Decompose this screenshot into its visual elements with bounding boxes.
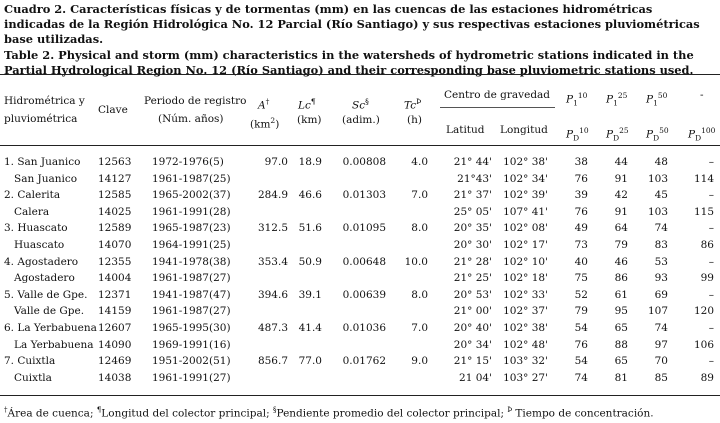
cell-periodo: 1961-1991(28) — [152, 205, 231, 218]
cell-p25: 46 — [614, 255, 628, 268]
bottom-rule — [0, 395, 720, 396]
cell-p10: 40 — [574, 255, 588, 268]
cell-periodo: 1972-1976(5) — [152, 156, 224, 168]
cell-lon: 102° 39' — [503, 189, 548, 202]
cell-lon: 103° 32' — [503, 355, 548, 368]
cell-p100: – — [708, 156, 714, 168]
cell-lon: 103° 27' — [503, 371, 548, 384]
header-longitud: Longitud — [500, 124, 548, 136]
cell-name: Huascato — [14, 239, 65, 251]
cell-p50: 107 — [647, 305, 668, 318]
centro-rule — [440, 107, 555, 108]
cell-p100: 106 — [693, 338, 714, 351]
cell-clave: 12469 — [98, 355, 132, 368]
cell-p100: 89 — [700, 371, 714, 384]
cell-lon: 102° 37' — [503, 305, 548, 318]
cell-p10: 75 — [574, 272, 588, 285]
cell-lon: 102° 48' — [503, 338, 548, 351]
cell-p50: 85 — [654, 371, 668, 384]
cell-periodo: 1965-1987(23) — [152, 222, 231, 235]
cell-p10: 54 — [574, 322, 588, 334]
cell-lon: 102° 08' — [503, 222, 548, 235]
cell-p10: 74 — [574, 371, 588, 384]
cell-periodo: 1969-1991(16) — [152, 338, 231, 351]
cell-tc: 10.0 — [404, 255, 428, 268]
cell-name: 4. Agostadero — [4, 255, 79, 268]
cell-name: Calera — [14, 205, 50, 218]
cell-area: 394.6 — [257, 288, 288, 301]
cell-clave: 12585 — [98, 189, 132, 202]
cell-p25: 65 — [614, 355, 628, 368]
header-centro-gravedad: Centro de gravedad — [444, 89, 551, 101]
cell-lon: 102° 10' — [503, 255, 548, 268]
cell-lat: 21° 15' — [453, 355, 492, 368]
cell-lc: 39.1 — [298, 288, 322, 301]
cell-p50: 97 — [654, 338, 668, 351]
header-p1-25: $P_1^{25}$ — [606, 91, 628, 108]
header-latitud: Latitud — [446, 124, 485, 136]
header-pd-100: $P_D^{100}$ — [688, 126, 716, 143]
cell-clave: 12355 — [98, 255, 132, 268]
cell-clave: 14159 — [98, 305, 132, 318]
header-pd-10: $P_D^{10}$ — [566, 126, 589, 143]
header-area-unit: $(km^2)$ — [250, 116, 280, 131]
cell-name: Valle de Gpe. — [14, 305, 85, 318]
cell-p100: – — [708, 288, 714, 301]
cell-lat: 21° 37' — [453, 189, 492, 202]
cell-tc: 4.0 — [411, 156, 428, 168]
cell-p25: 91 — [614, 172, 628, 185]
cell-name: 3. Huascato — [4, 222, 68, 235]
cell-lon: 107° 41' — [503, 205, 548, 218]
cell-p100: – — [708, 189, 714, 202]
cell-p10: 49 — [574, 222, 588, 235]
caption-english: Table 2. Physical and storm (mm) characteristics in the watersheds of hydrometric stations indicated in the Partial Hydrological Region No. 12 (Río Santiago) and their corresponding base pluviometric stations used. — [4, 48, 694, 77]
cell-lat: 20° 34' — [453, 338, 492, 351]
cell-lat: 20° 35' — [453, 222, 492, 235]
cell-name: 1. San Juanico — [4, 156, 81, 168]
cell-clave: 12563 — [98, 156, 132, 168]
header-tc-unit: (h) — [407, 114, 422, 126]
cell-clave: 12371 — [98, 288, 132, 301]
header-lc: Lc¶ — [298, 97, 316, 112]
cell-lc: 50.9 — [298, 255, 322, 268]
cell-periodo: 1961-1987(27) — [152, 272, 231, 285]
cell-p25: 61 — [614, 288, 628, 301]
cell-p50: 53 — [654, 255, 668, 268]
cell-lc: 41.4 — [298, 322, 322, 334]
cell-periodo: 1965-1995(30) — [152, 322, 231, 334]
cell-p50: 93 — [654, 272, 668, 285]
cell-p50: 69 — [654, 288, 668, 301]
cell-p10: 76 — [574, 172, 588, 185]
cell-p10: 79 — [574, 305, 588, 318]
header-sc: Sc§ — [352, 97, 369, 112]
cell-lc: 46.6 — [298, 189, 322, 202]
cell-p100: – — [708, 322, 714, 334]
table-footnote: †Área de cuenca; ¶Longitud del colector principal; §Pendiente promedio del colector principal; $^Þ$ Tiempo de concentración. — [4, 406, 654, 420]
cell-p25: 86 — [614, 272, 628, 285]
cell-p25: 81 — [614, 371, 628, 384]
header-station-1: Hidrométrica y — [4, 95, 85, 107]
cell-p10: 52 — [574, 288, 588, 301]
cell-area: 97.0 — [264, 156, 288, 168]
cell-name: 5. Valle de Gpe. — [4, 288, 88, 301]
cell-periodo: 1961-1987(25) — [152, 172, 231, 185]
cell-sc: 0.00648 — [342, 255, 386, 268]
cell-lon: 102° 33' — [503, 288, 548, 301]
cell-lat: 20° 30' — [453, 239, 492, 251]
header-pd-50: $P_D^{50}$ — [646, 126, 669, 143]
cell-sc: 0.00639 — [342, 288, 386, 301]
cell-p50: 70 — [654, 355, 668, 368]
header-station-2: pluviométrica — [4, 113, 78, 125]
cell-name: Cuixtla — [14, 371, 52, 384]
cell-periodo: 1941-1978(38) — [152, 255, 231, 268]
header-sc-unit: (adim.) — [342, 114, 380, 126]
cell-tc: 7.0 — [411, 322, 428, 334]
cell-p50: 103 — [647, 172, 668, 185]
cell-clave: 14025 — [98, 205, 132, 218]
cell-p100: – — [708, 255, 714, 268]
cell-clave: 12607 — [98, 322, 132, 334]
cell-periodo: 1961-1987(27) — [152, 305, 231, 318]
cell-name: San Juanico — [14, 172, 78, 185]
cell-clave: 14038 — [98, 371, 132, 384]
cell-area: 312.5 — [257, 222, 288, 235]
header-periodo-2: (Núm. años) — [158, 113, 224, 125]
cell-periodo: 1951-2002(51) — [152, 355, 231, 368]
cell-name: 2. Calerita — [4, 189, 61, 202]
header-tc: $Tc^Þ$ — [404, 97, 422, 112]
header-clave: Clave — [98, 104, 128, 116]
table-caption — [4, 2, 716, 78]
cell-lat: 20° 40' — [453, 322, 492, 334]
cell-tc: 7.0 — [411, 189, 428, 202]
header-periodo-1: Periodo de registro — [144, 95, 247, 107]
cell-sc: 0.01303 — [342, 189, 386, 202]
cell-p100: 115 — [693, 205, 714, 218]
cell-lat: 21°43' — [457, 172, 492, 185]
cell-p25: 91 — [614, 205, 628, 218]
cell-lon: 102° 38' — [503, 156, 548, 168]
cell-p25: 95 — [614, 305, 628, 318]
cell-p50: 74 — [654, 322, 668, 334]
cell-p100: 120 — [693, 305, 714, 318]
cell-clave: 14127 — [98, 172, 132, 185]
cell-tc: 8.0 — [411, 222, 428, 235]
cell-lat: 25° 05' — [453, 205, 492, 218]
header-pd-25: $P_D^{25}$ — [606, 126, 629, 143]
cell-p10: 76 — [574, 338, 588, 351]
cell-lat: 21 04' — [459, 371, 492, 384]
cell-clave: 14070 — [98, 239, 132, 251]
cell-area: 487.3 — [257, 322, 288, 334]
cell-sc: 0.01095 — [342, 222, 386, 235]
cell-lc: 77.0 — [298, 355, 322, 368]
cell-p10: 76 — [574, 205, 588, 218]
cell-p50: 74 — [654, 222, 668, 235]
cell-lat: 21° 44' — [453, 156, 492, 168]
cell-periodo: 1965-2002(37) — [152, 189, 231, 202]
cell-p25: 44 — [614, 156, 628, 168]
cell-p10: 38 — [574, 156, 588, 168]
cell-name: 6. La Yerbabuena — [4, 322, 97, 334]
cell-lon: 102° 18' — [503, 272, 548, 285]
cell-p50: 103 — [647, 205, 668, 218]
cell-area: 284.9 — [257, 189, 288, 202]
cell-name: Agostadero — [14, 272, 75, 285]
cell-lon: 102° 38' — [503, 322, 548, 334]
cell-lon: 102° 17' — [503, 239, 548, 251]
cell-p50: 48 — [654, 156, 668, 168]
cell-lat: 20° 53' — [453, 288, 492, 301]
cell-name: 7. Cuixtla — [4, 355, 56, 368]
cell-clave: 14090 — [98, 338, 132, 351]
cell-lat: 21° 25' — [453, 272, 492, 285]
header-area: A† — [258, 97, 270, 112]
caption-spanish: Cuadro 2. Características físicas y de tormentas (mm) en las cuencas de las estaciones hidrométricas indicadas de la Región Hidrológica No. 12 Parcial (Río Santiago) y sus respectivas estaciones pluviométricas base utilizadas. — [4, 2, 700, 46]
cell-lat: 21° 00' — [453, 305, 492, 318]
cell-p100: 86 — [700, 239, 714, 251]
cell-p100: – — [708, 222, 714, 235]
cell-clave: 14004 — [98, 272, 132, 285]
cell-clave: 12589 — [98, 222, 132, 235]
cell-tc: 8.0 — [411, 288, 428, 301]
top-rule — [0, 74, 720, 75]
cell-p25: 65 — [614, 322, 628, 334]
header-p1-10: $P_1^{10}$ — [566, 91, 588, 108]
cell-p25: 64 — [614, 222, 628, 235]
cell-periodo: 1964-1991(25) — [152, 239, 231, 251]
header-p1-dash: - — [700, 89, 704, 101]
cell-p100: 99 — [700, 272, 714, 285]
cell-p50: 83 — [654, 239, 668, 251]
cell-p10: 54 — [574, 355, 588, 368]
cell-p10: 73 — [574, 239, 588, 251]
cell-lc: 51.6 — [298, 222, 322, 235]
cell-name: La Yerbabuena — [14, 338, 94, 351]
cell-periodo: 1941-1987(47) — [152, 288, 231, 301]
cell-p25: 79 — [614, 239, 628, 251]
cell-periodo: 1961-1991(27) — [152, 371, 231, 384]
cell-lon: 102° 34' — [503, 172, 548, 185]
cell-p100: – — [708, 355, 714, 368]
cell-p100: 114 — [693, 172, 714, 185]
cell-sc: 0.00808 — [342, 156, 386, 168]
cell-area: 856.7 — [257, 355, 288, 368]
cell-area: 353.4 — [257, 255, 288, 268]
cell-p50: 45 — [654, 189, 668, 202]
header-lc-unit: (km) — [297, 114, 322, 126]
cell-p25: 88 — [614, 338, 628, 351]
cell-tc: 9.0 — [411, 355, 428, 368]
header-p1-50: $P_1^{50}$ — [646, 91, 668, 108]
cell-p10: 39 — [574, 189, 588, 202]
cell-lc: 18.9 — [298, 156, 322, 168]
cell-sc: 0.01036 — [342, 322, 386, 334]
cell-lat: 21° 28' — [453, 255, 492, 268]
cell-p25: 42 — [614, 189, 628, 202]
cell-sc: 0.01762 — [342, 355, 386, 368]
header-rule — [0, 145, 720, 146]
